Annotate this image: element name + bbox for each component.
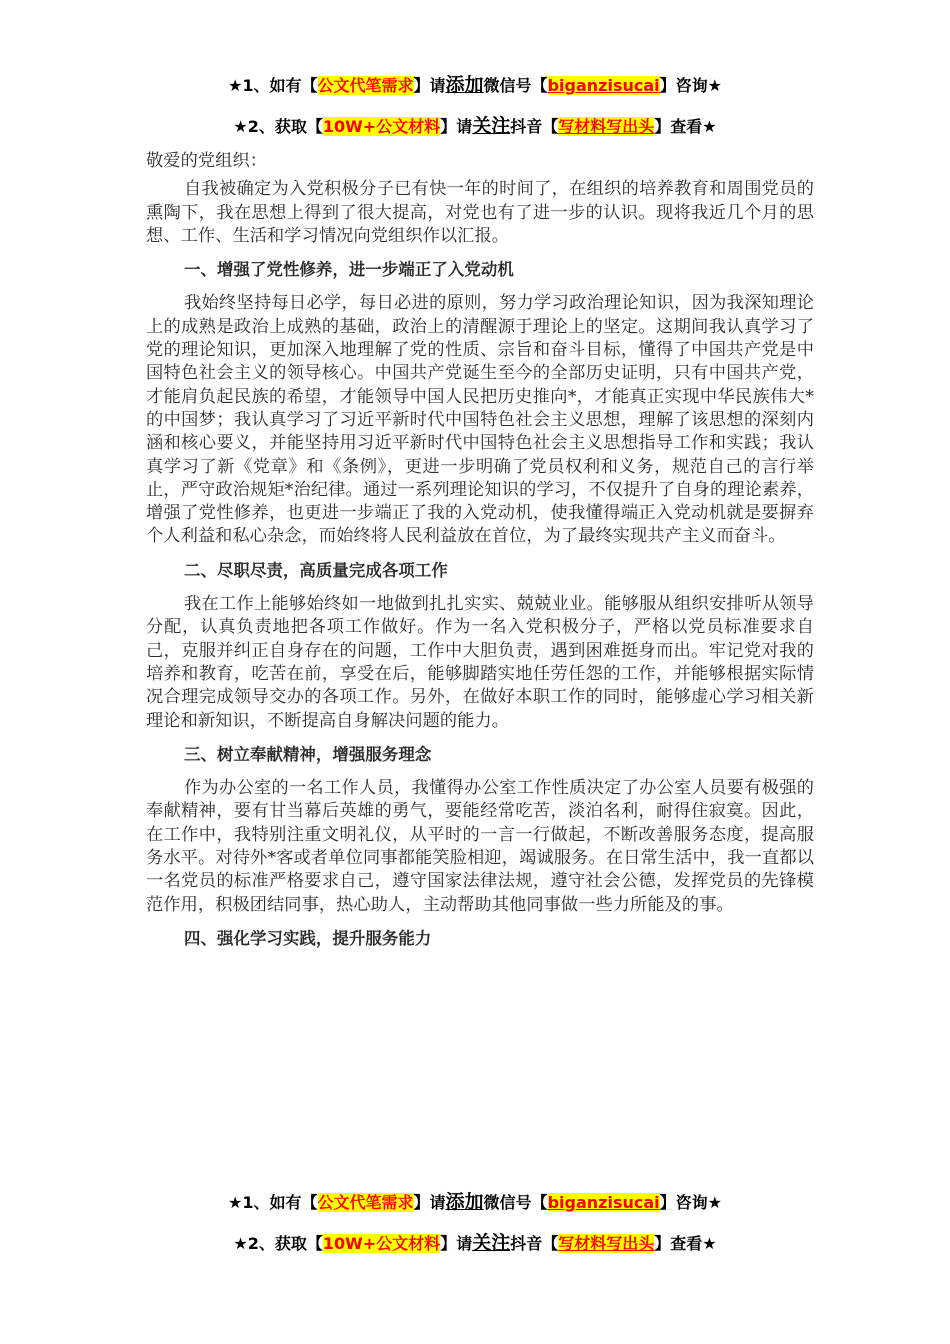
promo-text: ★1、如有【: [228, 1193, 318, 1212]
promo-text: 】咨询★: [659, 76, 722, 95]
footer-promo-line-2: [0, 1228, 950, 1255]
section-heading-4: 四、强化学习实践，提升服务能力: [184, 928, 432, 948]
wechat-id-link[interactable]: biganzisucai: [547, 1193, 660, 1212]
intro-paragraph: 自我被确定为入党积极分子已有快一年的时间了，在组织的培养教育和周围党员的熏陶下，我在思想上得到了很大提高，对党也有了进一步的认识。现将我近几个月的思想、工作、生活和学习情况向党组织作以汇报。: [146, 179, 814, 246]
section-paragraph-1: 我始终坚持每日必学，每日必进的原则，努力学习政治理论知识，因为我深知理论上的成熟是政治上成熟的基础，政治上的清醒源于理论上的坚定。这期间我认真学习了党的理论知识，更加深入地理解了党的性质、宗旨和奋斗目标，懂得了中国共产党是中国特色社会主义的领导核心。中国共产党诞生至今的全部历史证明，只有中国共产党，才能肩负起民族的希望，才能领导中国人民把历史推向*，才能真正实现中华民族伟大*的中国梦；我认真学习了习近平新时代中国特色社会主义思想，理解了该思想的深刻内涵和核心要义，并能坚持用习近平新时代中国特色社会主义思想指导工作和实践；我认真学习了新《党章》和《条例》，更进一步明确了党员权利和义务，规范自己的言行举止，严守政治规矩*治纪律。通过一系列理论知识的学习，不仅提升了自身的理论素养，增强了党性修养，也更进一步端正了我的入党动机，使我懂得端正入党动机就是要摒弃个人利益和私心杂念，而始终将人民利益放在首位，为了最终实现共产主义而奋斗。: [146, 293, 814, 547]
promo-highlight: 10W+公文材料: [322, 1234, 441, 1253]
promo-text: 抖音【: [510, 117, 559, 136]
promo-text: ★2、获取【: [233, 1234, 323, 1253]
promo-text: 】咨询★: [659, 1193, 722, 1212]
salutation: 敬爱的党组织：: [146, 151, 268, 171]
section-heading-3: 三、树立奉献精神，增强服务理念: [184, 744, 432, 764]
promo-text: 微信号【: [483, 76, 548, 95]
promo-emphasis: 添加: [445, 1191, 484, 1213]
promo-text: 抖音【: [510, 1234, 559, 1253]
promo-text: 微信号【: [483, 1193, 548, 1212]
promo-highlight: 公文代笔需求: [317, 76, 414, 95]
promo-emphasis: 关注: [472, 1232, 511, 1254]
promo-text: 】请: [413, 76, 446, 95]
section-heading-2: 二、尽职尽责，高质量完成各项工作: [184, 560, 448, 580]
header-promo-line-2: [0, 111, 950, 138]
promo-highlight: 公文代笔需求: [317, 1193, 414, 1212]
section-paragraph-3: 作为办公室的一名工作人员，我懂得办公室工作性质决定了办公室人员要有极强的奉献精神，要有甘当幕后英雄的勇气，要能经常吃苦，淡泊名利，耐得住寂寞。因此，在工作中，我特别注重文明礼仪，从平时的一言一行做起，不断改善服务态度，提高服务水平。对待外*客或者单位同事都能笑脸相迎，竭诚服务。在日常生活中，我一直都以一名党员的标准严格要求自己，遵守国家法律法规，遵守社会公德，发挥党员的先锋模范作用，积极团结同事，热心助人，主动帮助其他同事做一些力所能及的事。: [146, 778, 814, 915]
promo-text: ★2、获取【: [233, 117, 323, 136]
promo-emphasis: 添加: [445, 74, 484, 96]
promo-text: 】查看★: [654, 1234, 717, 1253]
promo-highlight: 10W+公文材料: [322, 117, 441, 136]
promo-emphasis: 关注: [472, 115, 511, 137]
promo-text: 】请: [440, 117, 473, 136]
promo-text: 】请: [440, 1234, 473, 1253]
header-promo-line-1: [0, 70, 950, 97]
wechat-id-link[interactable]: biganzisucai: [547, 76, 660, 95]
douyin-account-link[interactable]: 写材料写出头: [558, 1234, 655, 1253]
promo-text: 】请: [413, 1193, 446, 1212]
section-heading-1: 一、增强了党性修养，进一步端正了入党动机: [184, 260, 514, 280]
document-body: [146, 150, 814, 961]
promo-text: 】查看★: [654, 117, 717, 136]
section-paragraph-2: 我在工作上能够始终如一地做到扎扎实实、兢兢业业。能够服从组织安排听从领导分配，认真负责地把各项工作做好。作为一名入党积极分子，严格以党员标准要求自己，克服并纠正自身存在的问题，工作中大胆负责，遇到困难挺身而出。牢记党对我的培养和教育，吃苦在前，享受在后，能够脚踏实地任劳任怨的工作，并能够根据实际情况合理完成领导交办的各项工作。另外，在做好本职工作的同时，能够虚心学习相关新理论和新知识，不断提高自身解决问题的能力。: [146, 594, 814, 731]
promo-text: ★1、如有【: [228, 76, 318, 95]
douyin-account-link[interactable]: 写材料写出头: [558, 117, 655, 136]
footer-promo-line-1: [0, 1187, 950, 1214]
